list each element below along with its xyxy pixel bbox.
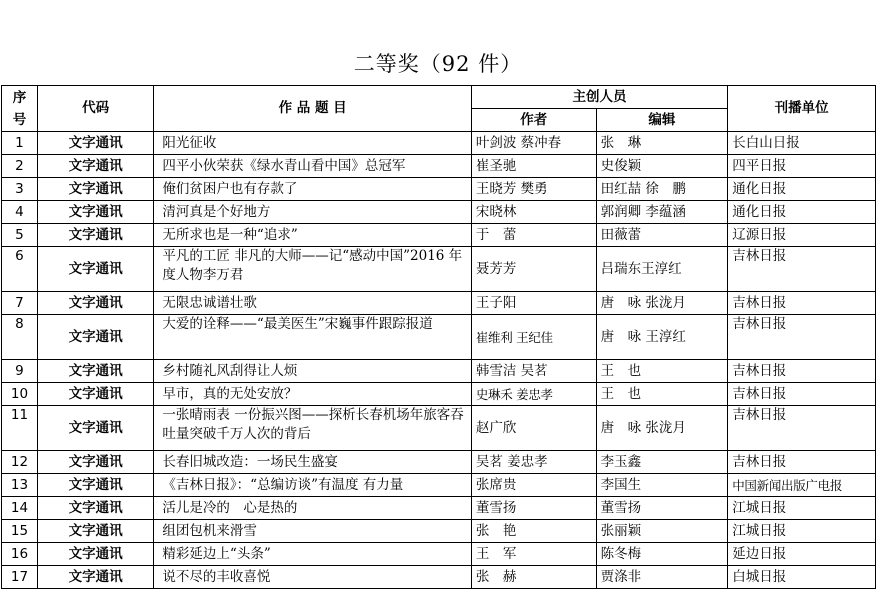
row-title: 精彩延边上“头条” (154, 543, 471, 566)
table-row (2, 155, 876, 178)
row-code: 文字通讯 (37, 360, 154, 383)
row-author: 王子阳 (471, 292, 596, 315)
row-author: 王 军 (471, 543, 596, 566)
row-editor: 李玉鑫 (596, 451, 728, 474)
row-title: 活儿是冷的 心是热的 (154, 497, 471, 520)
row-author: 张 艳 (471, 520, 596, 543)
row-author: 韩雪洁 吴茗 (471, 360, 596, 383)
row-author: 董雪扬 (471, 497, 596, 520)
row-no: 13 (2, 474, 38, 497)
row-editor: 唐 咏 张泷月 (596, 292, 728, 315)
row-publisher: 吉林日报 (728, 292, 876, 315)
row-author: 于 蕾 (471, 224, 596, 247)
row-code: 文字通讯 (37, 497, 154, 520)
row-title: 长春旧城改造：一场民生盛宴 (154, 451, 471, 474)
row-title: 大爱的诠释——“最美医生”宋巍事件跟踪报道 (154, 315, 471, 360)
row-publisher: 长白山日报 (728, 132, 876, 155)
row-publisher: 吉林日报 (728, 247, 876, 292)
row-editor: 唐 咏 王淳红 (596, 315, 728, 360)
row-author: 王晓芳 樊勇 (471, 178, 596, 201)
row-author: 宋晓林 (471, 201, 596, 224)
row-publisher: 通化日报 (728, 178, 876, 201)
row-code: 文字通讯 (37, 315, 154, 360)
header-author: 作者 (471, 109, 596, 132)
table-row (2, 292, 876, 315)
row-publisher: 辽源日报 (728, 224, 876, 247)
row-title: 说不尽的丰收喜悦 (154, 566, 471, 589)
row-author: 史琳禾 姜忠孝 (471, 383, 596, 406)
row-publisher: 吉林日报 (728, 451, 876, 474)
row-editor: 李国生 (596, 474, 728, 497)
table-row (2, 566, 876, 589)
row-no: 16 (2, 543, 38, 566)
header-code: 代码 (37, 86, 154, 132)
row-code: 文字通讯 (37, 178, 154, 201)
table-row (2, 406, 876, 451)
table-row (2, 543, 876, 566)
row-no: 15 (2, 520, 38, 543)
header-editor: 编辑 (596, 109, 728, 132)
row-editor: 田红喆 徐 鹏 (596, 178, 728, 201)
row-no: 3 (2, 178, 38, 201)
row-code: 文字通讯 (37, 474, 154, 497)
header-publisher: 刊播单位 (728, 86, 876, 132)
row-editor: 史俊颖 (596, 155, 728, 178)
row-editor: 董雪扬 (596, 497, 728, 520)
table-row (2, 247, 876, 292)
row-title: 《吉林日报》：“总编访谈”有温度 有力量 (154, 474, 471, 497)
header-work-title: 作 品 题 目 (154, 86, 471, 132)
row-publisher: 江城日报 (728, 520, 876, 543)
row-title: 组团包机来滑雪 (154, 520, 471, 543)
row-publisher: 吉林日报 (728, 383, 876, 406)
row-no: 9 (2, 360, 38, 383)
row-code: 文字通讯 (37, 451, 154, 474)
table-row (2, 474, 876, 497)
row-editor: 贾涤非 (596, 566, 728, 589)
row-editor: 吕瑞东王淳红 (596, 247, 728, 292)
row-code: 文字通讯 (37, 247, 154, 292)
table-row (2, 451, 876, 474)
row-publisher: 中国新闻出版广电报 (728, 474, 876, 497)
row-editor: 张丽颖 (596, 520, 728, 543)
row-no: 14 (2, 497, 38, 520)
row-author: 崔维利 王纪佳 (471, 315, 596, 360)
row-title: 阳光征收 (154, 132, 471, 155)
row-no: 2 (2, 155, 38, 178)
row-no: 5 (2, 224, 38, 247)
table-row (2, 360, 876, 383)
row-no: 12 (2, 451, 38, 474)
row-title: 早市，真的无处安放？ (154, 383, 471, 406)
row-code: 文字通讯 (37, 566, 154, 589)
row-publisher: 四平日报 (728, 155, 876, 178)
table-row (2, 132, 876, 155)
table-body (2, 132, 876, 589)
row-publisher: 白城日报 (728, 566, 876, 589)
row-code: 文字通讯 (37, 520, 154, 543)
row-code: 文字通讯 (37, 383, 154, 406)
row-publisher: 通化日报 (728, 201, 876, 224)
row-code: 文字通讯 (37, 292, 154, 315)
row-author: 吴茗 姜忠孝 (471, 451, 596, 474)
row-editor: 张 琳 (596, 132, 728, 155)
row-author: 张 赫 (471, 566, 596, 589)
table-row (2, 520, 876, 543)
table-row (2, 178, 876, 201)
row-publisher: 吉林日报 (728, 406, 876, 451)
row-code: 文字通讯 (37, 132, 154, 155)
row-author: 赵广欣 (471, 406, 596, 451)
row-editor: 王 也 (596, 360, 728, 383)
row-code: 文字通讯 (37, 406, 154, 451)
table-row (2, 315, 876, 360)
row-author: 张席贵 (471, 474, 596, 497)
row-editor: 郭润卿 李蕴涵 (596, 201, 728, 224)
row-title: 平凡的工匠 非凡的大师——记“感动中国”2016 年度人物李万君 (154, 247, 471, 292)
row-no: 6 (2, 247, 38, 292)
row-title: 乡村随礼风刮得让人烦 (154, 360, 471, 383)
row-no: 8 (2, 315, 38, 360)
row-editor: 陈冬梅 (596, 543, 728, 566)
row-title: 无所求也是一种“追求” (154, 224, 471, 247)
row-editor: 王 也 (596, 383, 728, 406)
row-code: 文字通讯 (37, 201, 154, 224)
row-title: 四平小伙荣获《绿水青山看中国》总冠军 (154, 155, 471, 178)
row-publisher: 吉林日报 (728, 315, 876, 360)
row-publisher: 江城日报 (728, 497, 876, 520)
row-publisher: 延边日报 (728, 543, 876, 566)
row-no: 11 (2, 406, 38, 451)
row-title: 一张晴雨表 一份振兴图——探析长春机场年旅客吞吐量突破千万人次的背后 (154, 406, 471, 451)
row-no: 1 (2, 132, 38, 155)
row-editor: 唐 咏 张泷月 (596, 406, 728, 451)
row-no: 10 (2, 383, 38, 406)
row-author: 崔圣驰 (471, 155, 596, 178)
row-author: 叶剑波 蔡冲春 (471, 132, 596, 155)
header-no: 序号 (2, 86, 38, 132)
awards-table (1, 85, 876, 589)
row-title: 俺们贫困户也有存款了 (154, 178, 471, 201)
row-code: 文字通讯 (37, 224, 154, 247)
table-row (2, 201, 876, 224)
row-no: 4 (2, 201, 38, 224)
header-creators: 主创人员 (471, 86, 727, 109)
page-title: 二等奖（92 件） (353, 52, 523, 76)
row-publisher: 吉林日报 (728, 360, 876, 383)
table-row (2, 224, 876, 247)
row-editor: 田薇蕾 (596, 224, 728, 247)
row-title: 无限忠诚谱壮歌 (154, 292, 471, 315)
row-author: 聂芳芳 (471, 247, 596, 292)
table-row (2, 383, 876, 406)
row-code: 文字通讯 (37, 155, 154, 178)
row-no: 17 (2, 566, 38, 589)
row-no: 7 (2, 292, 38, 315)
table-row (2, 497, 876, 520)
row-code: 文字通讯 (37, 543, 154, 566)
row-title: 清河真是个好地方 (154, 201, 471, 224)
